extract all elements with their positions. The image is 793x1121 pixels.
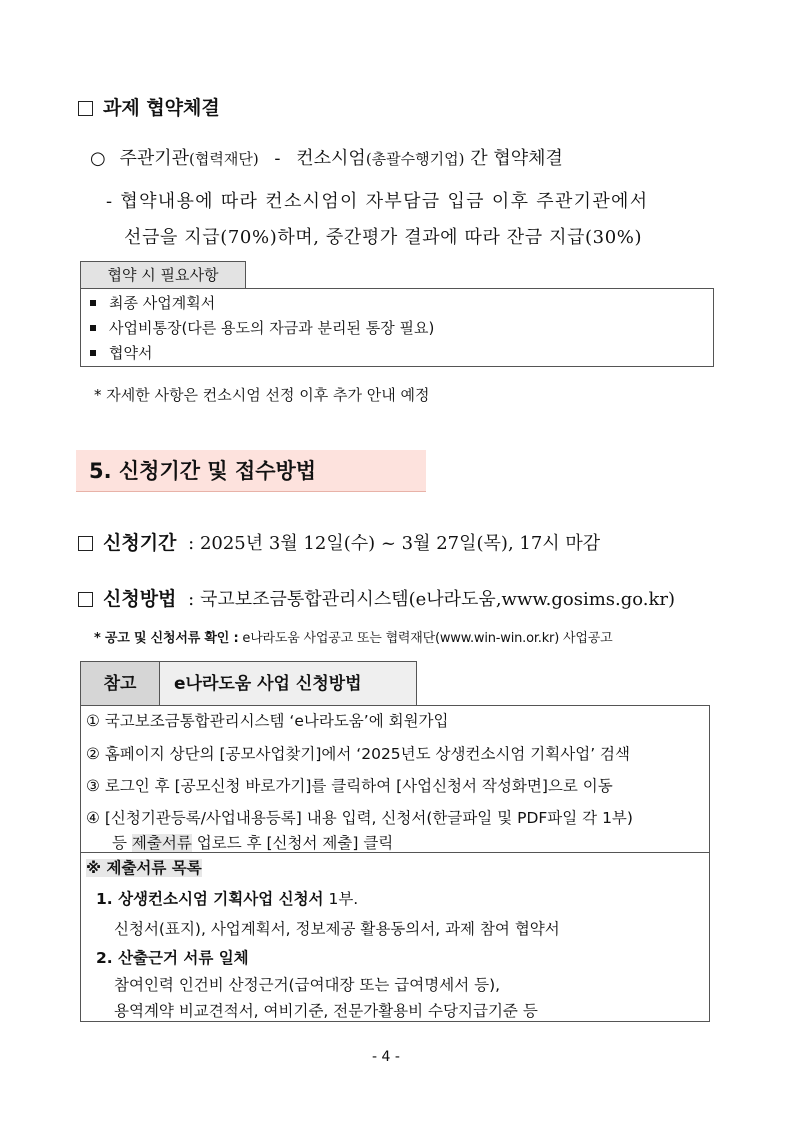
section-5-title: 5. 신청기간 및 접수방법 [76, 450, 426, 492]
contract-heading: 과제 협약체결 [78, 93, 220, 120]
step-item: ③ 로그인 후 [공모신청 바로가기]를 클릭하여 [사업신청서 작성화면]으로 이동 [86, 777, 613, 795]
document-1-title: 1. 상생컨소시엄 기획사업 신청서 1부. [96, 890, 359, 908]
checkbox-square-icon [78, 101, 93, 116]
checkbox-square-icon [78, 536, 93, 551]
step-item: ④ [신청기관등록/사업내용등록] 내용 입력, 신청서(한글파일 및 PDF파일 각 1부) [86, 809, 633, 827]
bullet-icon [90, 350, 96, 356]
contract-note: * 자세한 사항은 컨소시엄 선정 이후 추가 안내 예정 [94, 386, 430, 404]
requirement-item: 협약서 [90, 342, 152, 363]
document-2-desc-1: 참여인력 인건비 산정근거(급여대장 또는 급여명세서 등), [114, 976, 501, 994]
requirements-tab: 협약 시 필요사항 [80, 261, 246, 289]
method-line: 신청방법 : 국고보조금통합관리시스템(e나라도움,www.gosims.go.kr) [78, 584, 675, 611]
step-item-continued: 등 제출서류 업로드 후 [신청서 제출] 클릭 [112, 834, 394, 852]
period-line: 신청기간 : 2025년 3월 12일(수) ~ 3월 27일(목), 17시 마감 [78, 528, 600, 555]
step-item: ① 국고보조금통합관리시스템 ‘e나라도움’에 회원가입 [86, 712, 449, 730]
documents-title: ※ 제출서류 목록 [86, 859, 202, 877]
reference-tab: 참고 [80, 661, 160, 706]
requirement-item: 최종 사업계획서 [90, 292, 215, 313]
bullet-icon [90, 325, 96, 331]
document-2-desc-2: 용역계약 비교견적서, 여비기준, 전문가활용비 수당지급기준 등 [114, 1002, 538, 1020]
bullet-icon [90, 300, 96, 306]
notice-line: * 공고 및 신청서류 확인 : e나라도움 사업공고 또는 협력재단(www.win-win.or.kr) 사업공고 [94, 631, 613, 646]
reference-title: e나라도움 사업 신청방법 [159, 661, 417, 706]
requirement-item: 사업비통장(다른 용도의 자금과 분리된 통장 필요) [90, 317, 434, 338]
document-2-title: 2. 산출근거 서류 일체 [96, 949, 249, 967]
step-item: ② 홈페이지 상단의 [공모사업찾기]에서 ‘2025년도 상생컨소시엄 기획사업’ 검색 [86, 745, 630, 763]
contract-line-1: ○ 주관기관(협력재단) - 컨소시엄(총괄수행기업) 간 협약체결 [90, 148, 563, 169]
page-number: - 4 - [372, 1049, 400, 1065]
contract-line-3: 선금을 지급(70%)하며, 중간평가 결과에 따라 잔금 지급(30%) [124, 227, 643, 248]
checkbox-square-icon [78, 592, 93, 607]
contract-line-2: - 협약내용에 따라 컨소시엄이 자부담금 입금 이후 주관기관에서 [106, 191, 649, 212]
document-1-desc: 신청서(표지), 사업계획서, 정보제공 활용동의서, 과제 참여 협약서 [114, 920, 560, 938]
